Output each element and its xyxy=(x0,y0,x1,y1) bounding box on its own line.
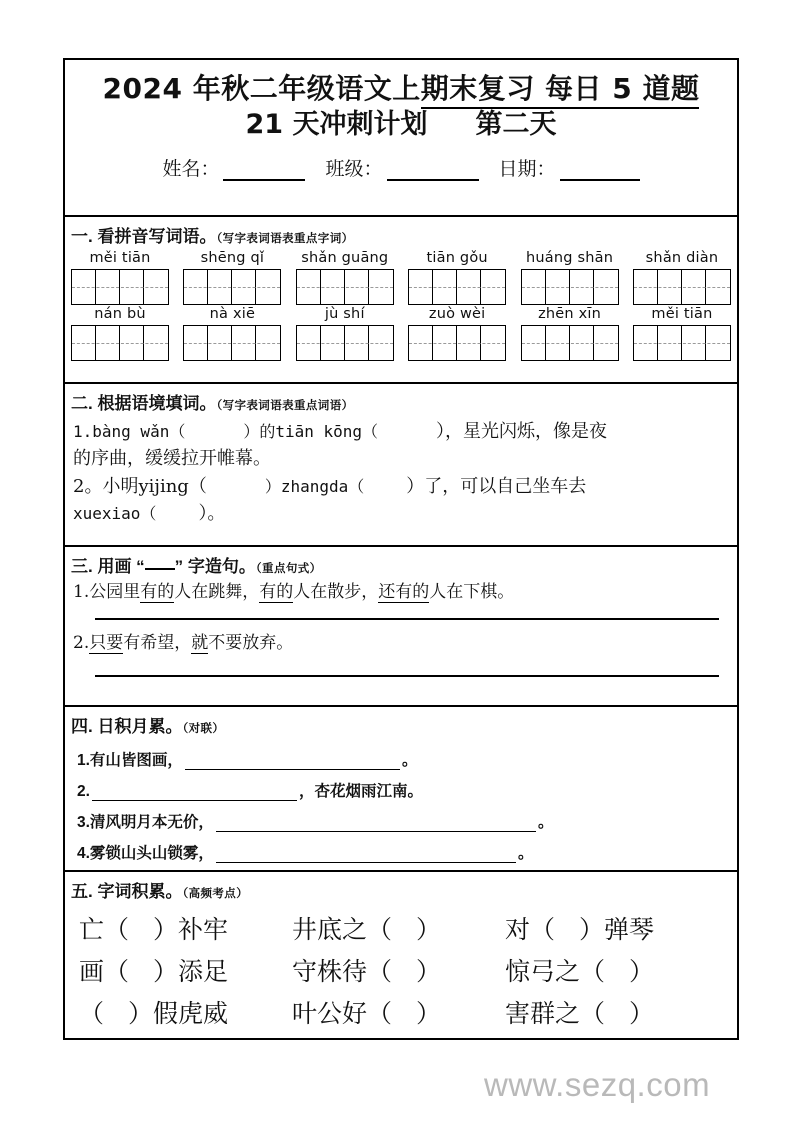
idiom-pre: 守株待（ xyxy=(292,957,393,986)
q3-2-pre: 2. xyxy=(73,632,90,653)
q3-1-mid-1: 人在跳舞， xyxy=(174,582,260,602)
couplet-item-2 xyxy=(65,779,737,801)
class-input-blank[interactable] xyxy=(387,162,479,181)
worksheet-header xyxy=(65,60,737,217)
pinyin-item xyxy=(633,307,731,361)
question-2-1-line-1 xyxy=(73,418,733,445)
pinyin-item xyxy=(521,307,619,361)
pinyin-label: shēng qǐ xyxy=(200,250,265,266)
q3-2-mid-1: 有希望， xyxy=(123,632,192,653)
q3-1-mid-2: 人在散步， xyxy=(293,582,379,602)
pinyin-label: nà xiē xyxy=(209,305,256,322)
section-2-heading xyxy=(65,384,737,416)
class-field-group xyxy=(325,154,478,181)
section-5-heading xyxy=(65,872,737,904)
section-3-heading xyxy=(65,547,737,579)
idiom-pre: 画（ xyxy=(79,957,130,986)
pinyin-item xyxy=(71,307,169,361)
idiom-item[interactable] xyxy=(505,994,718,1030)
idiom-post: ） xyxy=(416,999,442,1028)
idiom-item[interactable] xyxy=(79,910,292,946)
section-3-title-a: 三. 用画 “ xyxy=(71,557,145,576)
question-2-2-line-1 xyxy=(73,473,733,500)
q3-1-underline-2: 有的 xyxy=(259,582,294,602)
section-1-note: （写字表词语表重点字词） xyxy=(216,233,354,245)
pinyin-item xyxy=(183,307,281,361)
section-5-note: （高频考点） xyxy=(182,888,249,900)
pinyin-label: shǎn diàn xyxy=(645,250,719,266)
answer-line-3-2[interactable] xyxy=(95,675,719,677)
q3-1-pre: 1.公园里 xyxy=(73,582,141,602)
idiom-pre: 惊弓之（ xyxy=(505,957,606,986)
couplet-4-blank[interactable] xyxy=(216,847,516,863)
q2-1-part-c: ），星光闪烁，像是夜 xyxy=(436,421,608,442)
question-2-1-line-2: 的序曲，缓缓拉开帷幕。 xyxy=(73,448,271,470)
pinyin-label: huáng shān xyxy=(526,250,614,266)
question-2-2-line-2 xyxy=(73,500,733,527)
idiom-post: ） xyxy=(416,915,442,944)
character-grid[interactable] xyxy=(296,325,394,361)
section-2-note: （写字表词语表重点词语） xyxy=(216,400,354,412)
couplet-item-3 xyxy=(65,810,737,832)
couplet-item-4 xyxy=(65,841,737,863)
pinyin-item xyxy=(71,251,169,305)
pinyin-item xyxy=(408,251,506,305)
idiom-item[interactable] xyxy=(79,994,292,1030)
pinyin-item xyxy=(296,251,394,305)
section-3-note: （重点句式） xyxy=(255,563,322,575)
subtitle-day: 第二天 xyxy=(475,109,557,141)
site-watermark: www.sezq.com xyxy=(484,1066,711,1103)
q2-2-part-b: ）zhangda（ xyxy=(264,476,365,496)
q2-1-part-a: 1.bàng wǎn（ xyxy=(73,422,186,441)
section-5-word-accumulation xyxy=(65,872,737,1040)
worksheet-frame xyxy=(63,58,739,1040)
q3-2-underline-1: 只要 xyxy=(89,632,124,653)
idiom-pre: 井底之（ xyxy=(292,915,393,944)
couplet-1-post: 。 xyxy=(401,752,418,769)
couplet-1-pre: 1.有山皆图画， xyxy=(77,752,183,769)
section-1-heading xyxy=(65,217,737,249)
pinyin-label: shǎn guāng xyxy=(301,250,389,266)
idiom-item[interactable] xyxy=(292,910,505,946)
date-field-group xyxy=(499,154,640,181)
title-plain: 2024 年秋二年级语文上 xyxy=(102,72,421,105)
idiom-item[interactable] xyxy=(292,994,505,1030)
idiom-post: ）补牢 xyxy=(153,915,229,944)
q2-2-line2-a: xuexiao（ xyxy=(73,504,157,524)
character-grid[interactable] xyxy=(71,325,169,361)
section-3-sentence-making xyxy=(65,547,737,707)
idiom-pre: 对（ xyxy=(505,915,556,944)
couplet-3-blank[interactable] xyxy=(216,816,536,832)
pinyin-item xyxy=(521,251,619,305)
idiom-pre: （ xyxy=(79,999,105,1028)
section-1-pinyin-writing xyxy=(65,217,737,384)
idiom-item[interactable] xyxy=(79,952,292,988)
idiom-pre: 叶公好（ xyxy=(292,999,393,1028)
character-grid[interactable] xyxy=(183,269,281,305)
q3-1-underline-1: 有的 xyxy=(140,582,175,602)
section-4-note: （对联） xyxy=(182,723,225,735)
pinyin-label: zuò wèi xyxy=(428,305,486,322)
section-4-daily-accumulation xyxy=(65,707,737,872)
character-grid[interactable] xyxy=(408,269,506,305)
couplet-4-pre: 4.雾锁山头山锁雾， xyxy=(77,845,214,862)
q3-2-mid-2: 不要放弃。 xyxy=(208,632,294,653)
pinyin-row-2 xyxy=(65,307,737,361)
question-3-1 xyxy=(73,581,733,604)
q3-1-underline-3: 还有的 xyxy=(378,582,430,602)
idiom-post: ） xyxy=(629,999,655,1028)
idiom-item[interactable] xyxy=(505,952,718,988)
q2-2-line2-b: ）。 xyxy=(198,503,226,525)
section-4-heading xyxy=(65,707,737,739)
q3-1-mid-3: 人在下棋。 xyxy=(429,582,515,602)
character-grid[interactable] xyxy=(71,269,169,305)
idiom-item[interactable] xyxy=(505,910,718,946)
pinyin-label: tiān gǒu xyxy=(426,250,488,266)
couplet-2-blank[interactable] xyxy=(92,785,297,801)
idiom-post: ）添足 xyxy=(153,957,229,986)
pinyin-label: měi tiān xyxy=(651,305,713,322)
pinyin-label: nán bù xyxy=(94,305,146,322)
pinyin-item xyxy=(183,251,281,305)
couplet-2-pre: 2. xyxy=(77,783,90,800)
character-grid[interactable] xyxy=(633,269,731,305)
idiom-post: ）假虎威 xyxy=(128,999,229,1028)
idiom-post: ） xyxy=(416,957,442,986)
date-input-blank[interactable] xyxy=(560,162,640,181)
idiom-row-3 xyxy=(65,994,737,1030)
idiom-row-2 xyxy=(65,952,737,988)
question-3-2 xyxy=(73,632,733,655)
character-grid[interactable] xyxy=(183,325,281,361)
title-underlined: 期末复习 每日 5 道题 xyxy=(421,72,700,109)
section-2-title: 二. 根据语境填词。 xyxy=(71,394,217,413)
pinyin-item xyxy=(296,307,394,361)
couplet-item-1 xyxy=(65,748,737,770)
character-grid[interactable] xyxy=(408,325,506,361)
idiom-post: ） xyxy=(629,957,655,986)
subtitle-plan: 21 天冲刺计划 xyxy=(245,109,428,141)
idiom-row-1 xyxy=(65,910,737,946)
section-4-title: 四. 日积月累。 xyxy=(71,717,183,736)
couplet-4-post: 。 xyxy=(517,845,534,862)
couplet-3-pre: 3.清风明月本无价， xyxy=(77,814,214,831)
section-1-title: 一. 看拼音写词语。 xyxy=(71,227,217,246)
pinyin-row-1 xyxy=(65,251,737,305)
q3-2-underline-2: 就 xyxy=(191,632,209,653)
answer-line-3-1[interactable] xyxy=(95,618,719,620)
q2-1-part-b: ）的tiān kōng（ xyxy=(243,422,379,441)
q2-2-part-a: 2。小明yijing（ xyxy=(73,475,207,497)
section-2-context-fill xyxy=(65,384,737,547)
pinyin-label: měi tiān xyxy=(89,250,151,266)
idiom-pre: 害群之（ xyxy=(505,999,606,1028)
name-input-blank[interactable] xyxy=(223,162,305,181)
section-2-body xyxy=(65,416,737,527)
page-title xyxy=(65,72,737,105)
pinyin-label: jù shí xyxy=(324,305,365,322)
date-label: 日期： xyxy=(498,159,556,181)
character-grid[interactable] xyxy=(521,325,619,361)
section-5-title: 五. 字词积累。 xyxy=(71,882,183,901)
character-grid[interactable] xyxy=(633,325,731,361)
name-label: 姓名： xyxy=(162,159,220,181)
couplet-2-post: ，杏花烟雨江南。 xyxy=(298,783,423,800)
section-3-title-b: ” 字造句。 xyxy=(174,557,256,576)
q2-2-part-c: ）了，可以自己坐车去 xyxy=(406,475,587,497)
pinyin-label: zhēn xīn xyxy=(538,305,602,322)
couplet-1-blank[interactable] xyxy=(185,754,400,770)
character-grid[interactable] xyxy=(521,269,619,305)
idiom-pre: 亡（ xyxy=(79,915,130,944)
blank-underline-marker xyxy=(145,568,175,570)
name-field-group xyxy=(162,154,305,181)
class-label: 班级： xyxy=(325,159,383,181)
student-info-row xyxy=(65,154,737,181)
pinyin-item xyxy=(633,251,731,305)
character-grid[interactable] xyxy=(296,269,394,305)
idiom-post: ）弹琴 xyxy=(579,915,655,944)
couplet-3-post: 。 xyxy=(537,814,554,831)
idiom-item[interactable] xyxy=(292,952,505,988)
pinyin-item xyxy=(408,307,506,361)
page-subtitle xyxy=(65,107,737,142)
section-3-body xyxy=(65,579,737,677)
